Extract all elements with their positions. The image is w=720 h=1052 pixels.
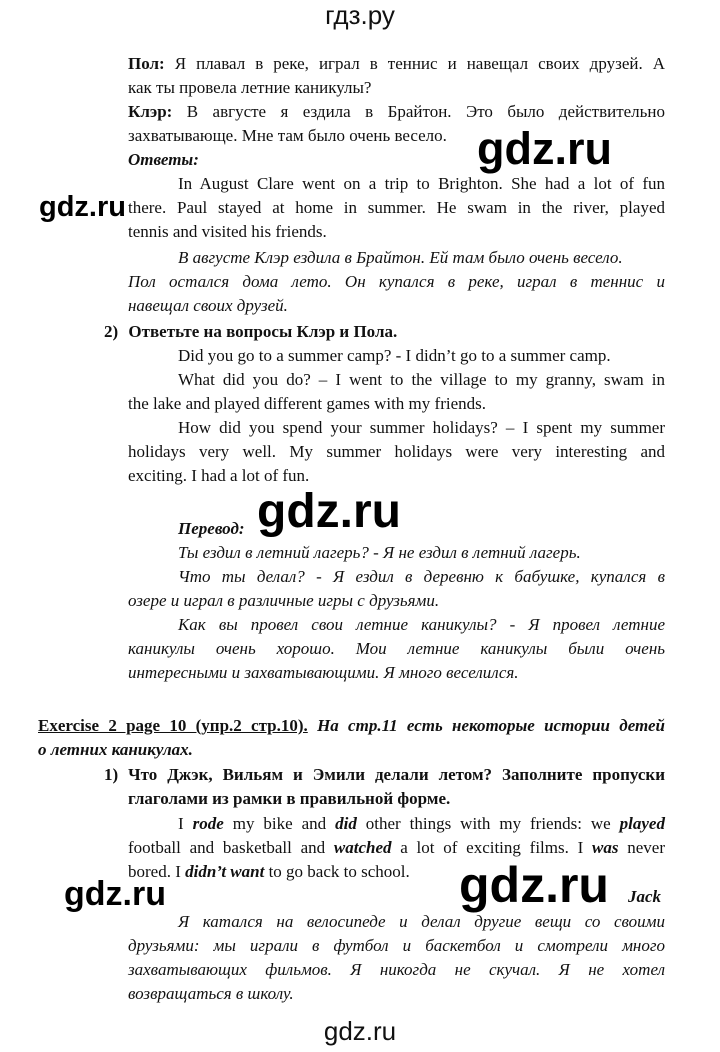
answer-en-line-2: there. Paul stayed at home in summer. He swam in the river, played <box>128 198 665 217</box>
task-2-heading <box>104 320 397 344</box>
paul-line-2: как ты провела летние каникулы? <box>128 78 372 97</box>
task-1-line-2: глаголами из рамки в правильной форме. <box>128 789 451 808</box>
qa-en-line-5: holidays very well. My summer holidays were very interesting and <box>128 442 665 461</box>
answer-en-line-1: In August Clare went on a trip to Brighton. She had a lot of fun <box>178 174 665 193</box>
answer-ru-line-1: В августе Клэр ездила в Брайтон. Ей там было очень весело. <box>178 248 623 267</box>
story-author: Jack <box>628 887 662 906</box>
story-ru-line-3: захватывающих фильмов. Я никогда не скучал. Я не хотел <box>128 960 665 979</box>
qa-en-line-2: What did you do? – I went to the village to my granny, swam in <box>178 370 665 389</box>
story-line-2: football and basketball and watched a lot of exciting films. I was never <box>128 838 665 857</box>
verb-watched: watched <box>333 838 392 857</box>
site-header-label: гдз.ру <box>325 0 395 30</box>
exercise-desc-line-1: На стр.11 есть некоторые истории детей <box>317 716 666 735</box>
qa-english <box>128 344 665 488</box>
qa-ru-line-5: каникулы очень хорошо. Мои летние каникулы были очень <box>128 639 665 658</box>
story-ru-line-4: возвращаться в школу. <box>128 984 294 1003</box>
answer-en-line-3: tennis and visited his friends. <box>128 222 327 241</box>
task-2-title: Ответьте на вопросы Клэр и Пола. <box>128 322 398 341</box>
task-2-number: 2) <box>104 322 119 341</box>
speaker-paul: Пол: <box>128 54 165 73</box>
qa-ru-line-2: Что ты делал? - Я ездил в деревню к бабушке, купался в <box>178 567 665 586</box>
story-line-1: I rode my bike and did other things with my friends: we played <box>178 814 665 833</box>
task-1-line-1: Что Джэк, Вильям и Эмили делали летом? Заполните пропуски <box>128 765 665 784</box>
verb-was: was <box>592 838 619 857</box>
answer-english <box>128 172 665 244</box>
qa-ru-line-1: Ты ездил в летний лагерь? - Я не ездил в летний лагерь. <box>178 543 581 562</box>
story-ru-line-1: Я катался на велосипеде и делал другие вещи со своими <box>178 912 665 931</box>
verb-did: did <box>335 814 357 833</box>
task-1-number: 1) <box>104 765 119 784</box>
verb-didnt-want: didn’t want <box>185 862 265 881</box>
answer-ru-line-2: Пол остался дома лето. Он купался в реке, играл в теннис и <box>128 272 665 291</box>
exercise-reference: Exercise 2 page 10 (упр.2 стр.10). <box>38 716 308 735</box>
qa-ru-line-3: озере и играл в различные игры с друзьями. <box>128 591 440 610</box>
answers-heading: Ответы: <box>128 150 199 169</box>
answer-russian <box>128 246 665 318</box>
exercise-2-heading <box>38 714 665 762</box>
watermark: gdz.ru <box>39 191 126 223</box>
task-1-heading <box>104 763 665 811</box>
story-line-3: bored. I didn’t want to go back to school. <box>128 862 410 881</box>
clare-line-2: захватывающе. Мне там было очень весело. <box>128 126 447 145</box>
story-russian <box>128 910 665 1006</box>
speaker-clare: Клэр: <box>128 102 173 121</box>
answer-ru-line-3: навещал своих друзей. <box>128 296 288 315</box>
qa-en-line-6: exciting. I had a lot of fun. <box>128 466 310 485</box>
clare-line-1: В августе я ездила в Брайтон. Это было действительно <box>186 102 666 121</box>
watermark: gdz.ru <box>459 857 609 913</box>
watermark: gdz.ru <box>257 485 401 538</box>
qa-ru-line-4: Как вы провел свои летние каникулы? - Я провел летние <box>178 615 665 634</box>
qa-en-line-4: How did you spend your summer holidays? – I spent my summer <box>178 418 665 437</box>
verb-rode: rode <box>192 814 224 833</box>
qa-en-line-3: the lake and played different games with my friends. <box>128 394 486 413</box>
watermark: gdz.ru <box>477 123 612 174</box>
translation-heading: Перевод: <box>178 519 245 538</box>
qa-en-line-1: Did you go to a summer camp? - I didn’t go to a summer camp. <box>178 346 611 365</box>
paul-reply <box>128 52 665 100</box>
qa-russian <box>128 541 665 685</box>
watermark: gdz.ru <box>64 875 166 913</box>
qa-ru-line-6: интересными и захватывающими. Я много веселился. <box>128 663 519 682</box>
story-ru-line-2: друзьями: мы играли в футбол и баскетбол и смотрели много <box>128 936 665 955</box>
exercise-desc-line-2: о летних каникулах. <box>38 740 193 759</box>
verb-played: played <box>619 814 665 833</box>
site-footer-label: gdz.ru <box>323 1016 397 1046</box>
paul-line-1: Я плавал в реке, играл в теннис и навещал своих друзей. А <box>174 54 666 73</box>
